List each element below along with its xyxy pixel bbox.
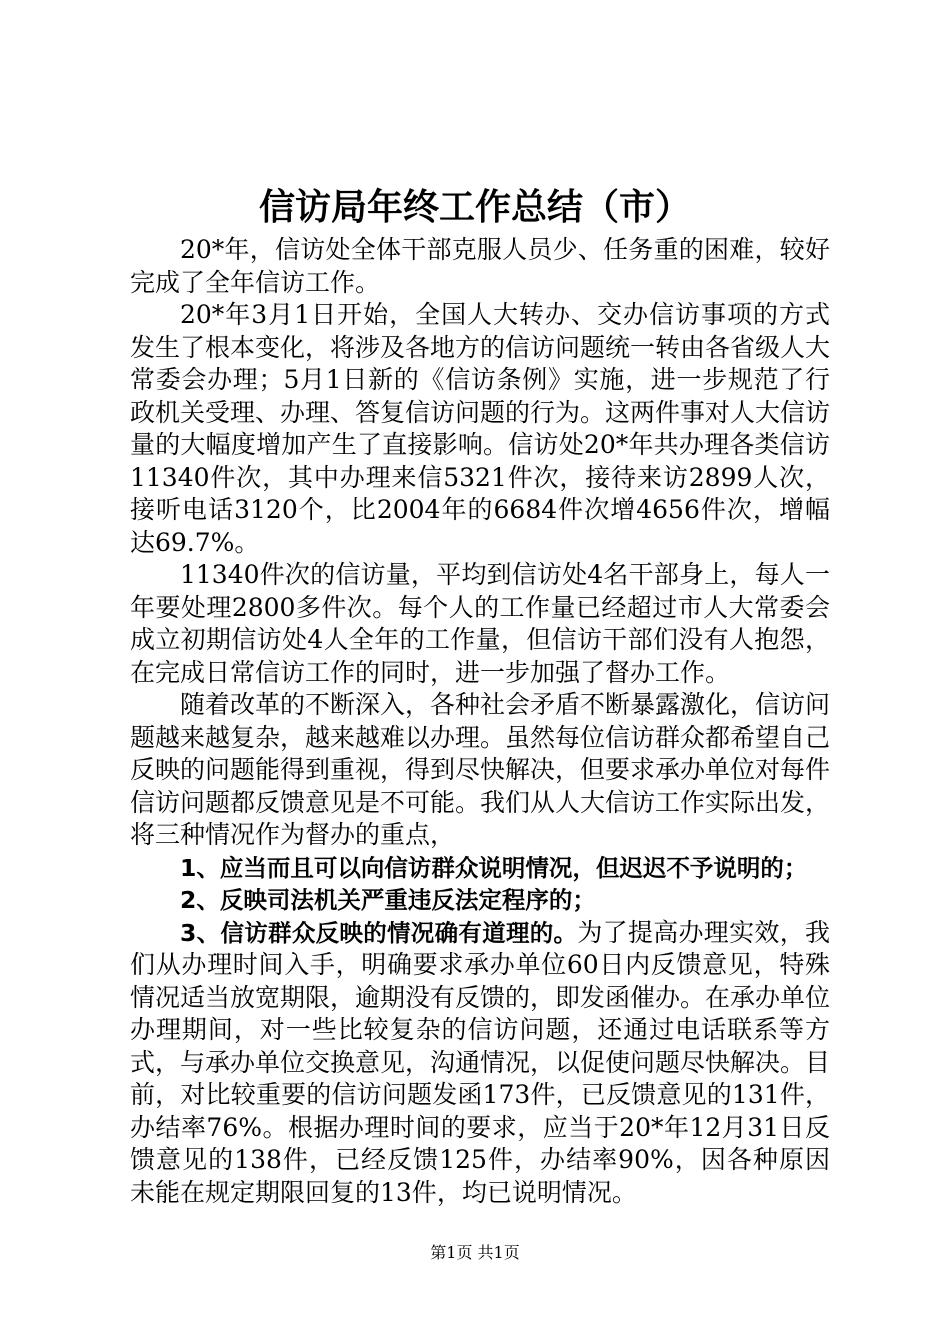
document-body (130, 234, 830, 1209)
key-point-1: 1、应当而且可以向信访群众说明情况，但迟迟不予说明的； (180, 853, 808, 882)
paragraph-key-point-3 (130, 917, 830, 1210)
page-footer: 第1页 共1页 (430, 1243, 520, 1262)
paragraph-background: 20*年3月1日开始，全国人大转办、交办信访事项的方式发生了根本变化，将涉及各地方的信访问题统一转由各省级人大常委会办理；5月1日新的《信访条例》实施，进一步规范了行政机关受理、办理、答复信访问题的行为。这两件事对人大信访量的大幅度增加产生了直接影响。信访处20*年共办理各类信访11340件次，其中办理来信5321件次，接待来访2899人次，接听电话3120个，比2004年的6684件次增4656件次，增幅达69.7%。 (130, 300, 831, 557)
paragraph-intro: 20*年，信访处全体干部克服人员少、任务重的困难，较好完成了全年信访工作。 (130, 235, 830, 297)
paragraph-supervision: 随着改革的不断深入，各种社会矛盾不断暴露激化，信访问题越来越复杂，越来越难以办理。虽然每位信访群众都希望自己反映的问题能得到重视，得到尽快解决，但要求承办单位对每件信访问题都反馈意见是不可能。我们从人大信访工作实际出发，将三种情况作为督办的重点， (130, 690, 831, 849)
document-title: 信访局年终工作总结（市） (258, 187, 691, 228)
key-point-3: 3、信访群众反映的情况确有道理的。 (180, 918, 578, 947)
key-point-2: 2、反映司法机关严重违反法定程序的； (180, 886, 596, 914)
key-point-3-details: 为了提高办理实效，我们从办理时间入手，明确要求承办单位60日内反馈意见，特殊情况适当放宽期限，逾期没有反馈的，即发函催办。在承办单位办理期间，对一些比较复杂的信访问题，还通过电话联系等方式，与承办单位交换意见，沟通情况，以促使问题尽快解决。目前，对比较重要的信访问题发函173件，已反馈意见的131件，办结率76%。根据办理时间的要求，应当于20*年12月31日反馈意见的138件，已经反馈125件，办结率90%，因各种原因未能在规定期限回复的13件，均已说明情况。 (130, 917, 831, 1207)
paragraph-workload: 11340件次的信访量，平均到信访处4名干部身上，每人一年要处理2800多件次。每个人的工作量已经超过市人大常委会成立初期信访处4人全年的工作量，但信访干部们没有人抱怨，在完成日常信访工作的同时，进一步加强了督办工作。 (130, 560, 830, 687)
